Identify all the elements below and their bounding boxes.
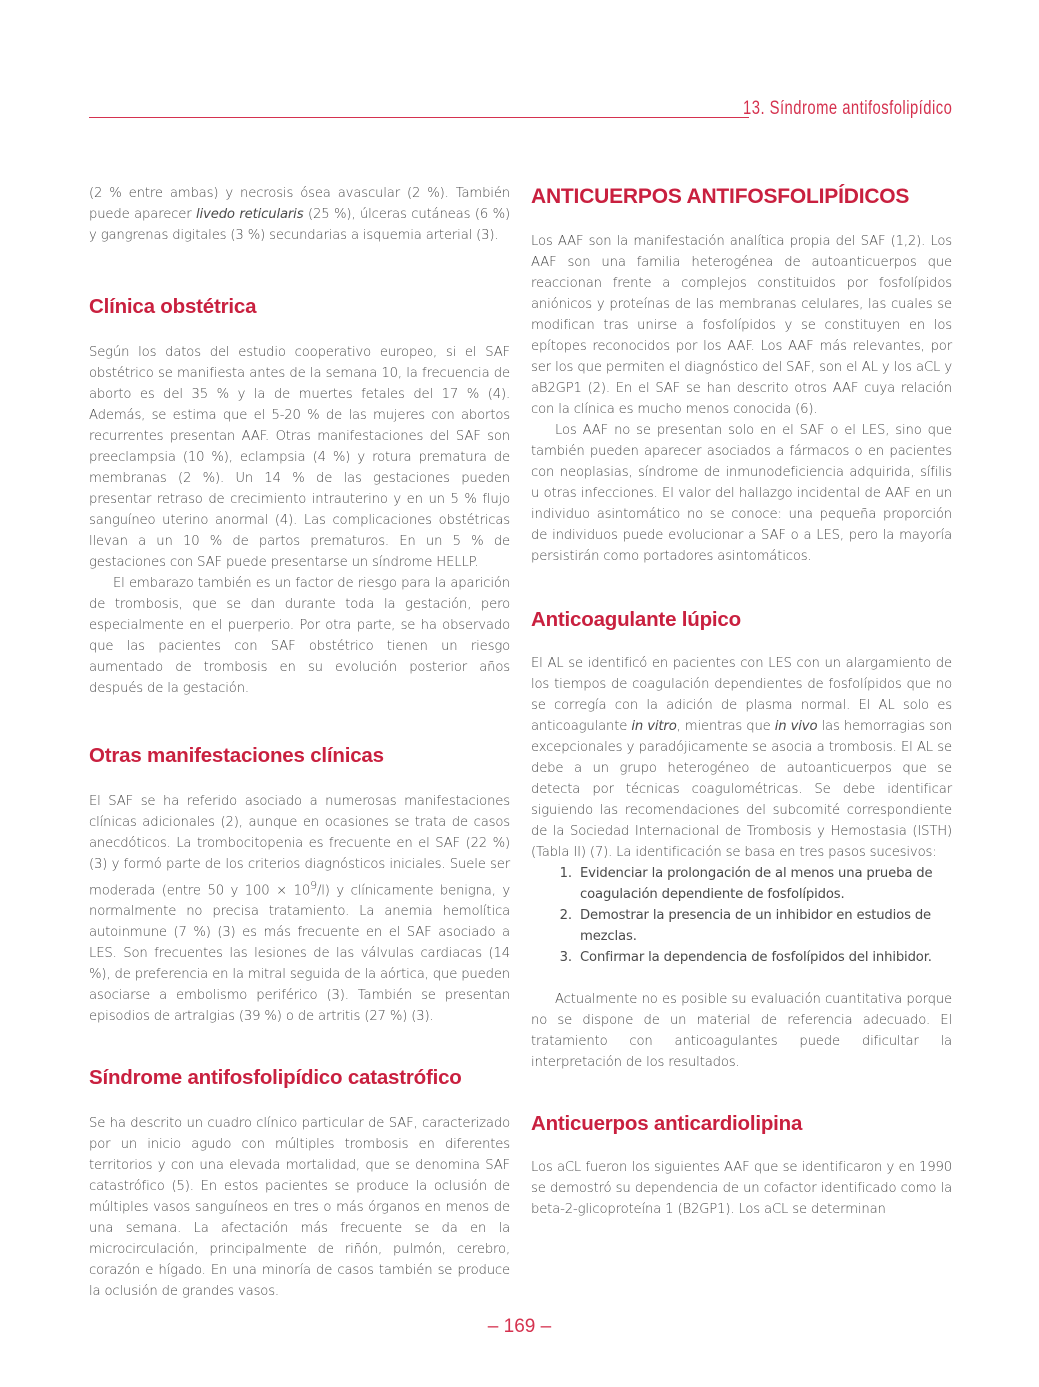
page-number: – 169 – [487,1316,552,1337]
anticardiolipina-paragraph: Los aCL fueron los siguientes AAF que se identificaron y en 1990 se demostró su dependencia de un cofactor identificado como la beta-2-glicoproteína 1 (B2GP1). Los aCL se determinan [531,1160,952,1217]
otras-manifestaciones-paragraph: El SAF se ha referido asociado a numerosas manifestaciones clínicas adicionales (2), aunque en ocasiones se trata de casos anecdóticos. La trombocitopenia es frecuente en el SAF (22 %) (3) y formó parte de los criterios diagnósticos iniciales. Suele ser moderada (entre 50 y $100 \times 10^9/l$) y clínicamente benigna, y normalmente no precisa tratamiento. La anemia hemolítica autoinmune (7 %) (3) es más frecuente en el SAF asociado a LES. Son frecuentes las lesiones de las válvulas cardiacas (14 %), de preferencia en la mitral seguida de la aórtica, que pueden asociarse a embolismo periférico (3). También se presentan episodios de artralgias (39 %) o de artritis (27 %) (3). [89,794,510,1025]
heading-clinica-obstetrica: Clínica obstétrica [89,295,257,318]
step-item: 2. Demostrar la presencia de un inhibidor en estudios de mezclas. [576,905,952,947]
step-item: 3. Confirmar la dependencia de fosfolípidos del inhibidor. [576,947,952,968]
running-title: 13. Síndrome antifosfolipídico [742,98,952,119]
heading-anticuerpos-antifosfolipidicos: ANTICUERPOS ANTIFOSFOLIPÍDICOS [531,185,910,208]
intro-paragraph: (2 % entre ambas) y necrosis ósea avascular (2 %). También puede aparecer livedo reticularis (25 %), úlceras cutáneas (6 %) y gangrenas digitales (3 %) secundarias a isquemia arterial (3). [89,186,511,243]
step-item: 1. Evidenciar la prolongación de al menos una prueba de coagulación dependiente de fosfolípidos. [576,863,952,905]
obstetric-paragraph-2: El embarazo también es un factor de riesgo para la aparición de trombosis, que se dan durante toda la gestación, pero especialmente en el puerperio. Por otra parte, se ha observado que las pacientes con SAF obstétrico tienen un riesgo aumentado de trombosis en su evolución posterior años después de la gestación. [89,576,510,696]
left-column [89,183,510,1302]
heading-anticoagulante-lupico: Anticoagulante lúpico [531,608,741,631]
heading-otras-manifestaciones: Otras manifestaciones clínicas [89,744,384,767]
heading-anticuerpos-anticardiolipina: Anticuerpos anticardiolipina [531,1112,803,1135]
right-column [531,183,952,1220]
anticoagulante-paragraph: El AL se identificó en pacientes con LES con un alargamiento de los tiempos de coagulación dependientes de fosfolípidos que no se corregía con la adición de plasma normal. El AL solo es anticoagulante in vitro, mientras que in vivo las hemorragias son excepcionales y paradójicamente se asocia a trombosis. El AL se debe a un grupo heterogéneo de autoanticuerpos que se detecta por técnicas coagulométricas. Se debe identificar siguiendo las recomendaciones del subcomité correspondiente de la Sociedad Internacional de Trombosis y Hemostasia (ISTH) (Tabla II) (7). La identificación se basa en tres pasos sucesivos: [531,656,952,860]
running-header [89,98,952,120]
aaf-paragraph-1: Los AAF son la manifestación analítica propia del SAF (1,2). Los AAF son una familia heterogénea de autoanticuerpos que reaccionan frente a complejos constituidos por fosfolípidos aniónicos y proteínas de las membranas celulares, las cuales se modifican tras unirse a fosfolípidos y se constituyen en los epítopes reconocidos por los AAF. Los AAF más relevantes, por ser los que permiten el diagnóstico del SAF, son el AL y los aCL y aB2GP1 (2). En el SAF se han descrito otros AAF cuya relación con la clínica es mucho menos conocida (6). [531,234,952,417]
heading-saf-catastrofico: Síndrome antifosfolipídico catastrófico [89,1066,462,1090]
catastrofico-paragraph: Se ha descrito un cuadro clínico particular de SAF, caracterizado por un inicio agudo con múltiples trombosis en diferentes territorios y con una elevada mortalidad, que se denomina SAF catastrófico (5). En estos pacientes se produce la oclusión de múltiples vasos sanguíneos en tres o más órganos en menos de una semana. La afectación más frecuente se da en la microcirculación, principalmente de riñón, pulmón, cerebro, corazón e hígado. En una minoría de casos también se produce la oclusión de grandes vasos. [89,1116,510,1300]
aaf-paragraph-2: Los AAF no se presentan solo en el SAF o el LES, sino que también pueden aparecer asociados a fármacos o en pacientes con neoplasias, síndrome de inmunodeficiencia adquirida, sífilis u otras infecciones. El valor del hallazgo incidental de AAF en un individuo asintomático no se conoce: una pequeña proporción de individuos puede evolucionar a SAF o a LES, pero la mayoría persistirán como portadores asintomáticos. [531,423,952,564]
identification-steps-list [531,863,952,968]
header-rule [89,117,749,118]
anticoagulante-closing-paragraph: Actualmente no es posible su evaluación cuantitativa porque no se dispone de un material de referencia adecuado. El tratamiento con anticoagulantes puede dificultar la interpretación de los resultados. [531,992,952,1070]
obstetric-paragraph-1: Según los datos del estudio cooperativo europeo, si el SAF obstétrico se manifiesta antes de la semana 10, la frecuencia de aborto es del 35 % y la de muertes fetales del 17 % (4). Además, se estima que el 5-20 % de las mujeres con abortos recurrentes presentan AAF. Otras manifestaciones del SAF son preeclampsia (10 %), eclampsia (4 %) y rotura prematura de membranas (2 %). Un 14 % de las gestaciones pueden presentar retraso de crecimiento intrauterino y en un 5 % flujo sanguíneo uterino anormal (4). Las complicaciones obstétricas llevan a un 10 % de partos prematuros. En un 5 % de gestaciones con SAF puede presentarse un síndrome HELLP. [89,345,510,570]
